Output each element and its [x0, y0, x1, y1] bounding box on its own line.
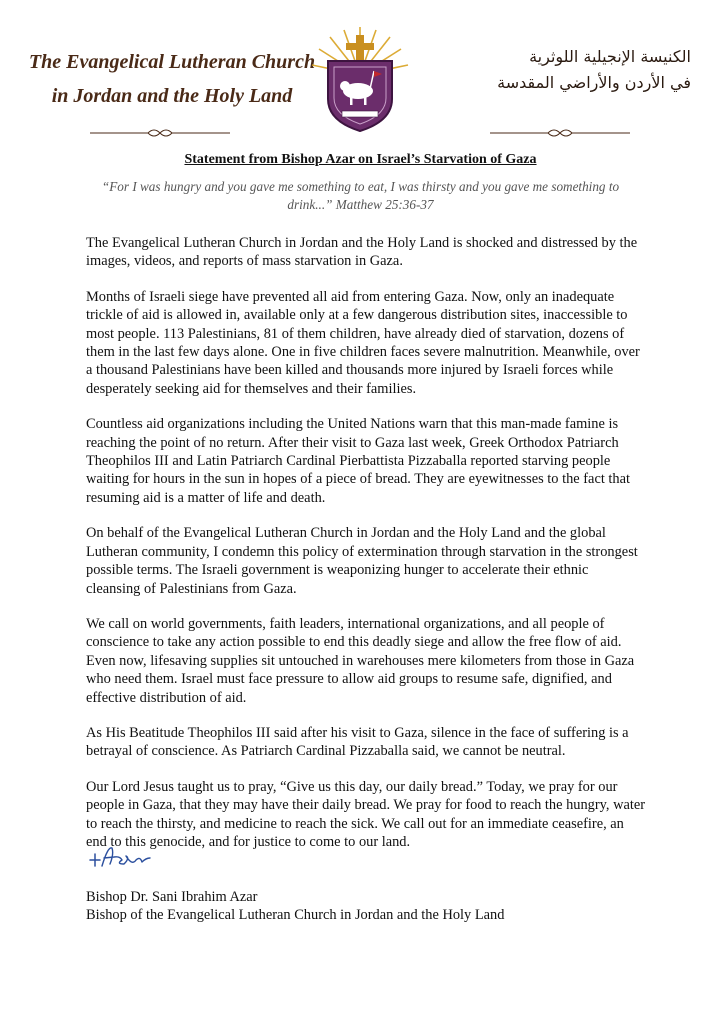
org-name-en-line1: The Evangelical Lutheran Church: [28, 51, 316, 73]
signer-name: Bishop Dr. Sani Ibrahim Azar: [86, 889, 258, 905]
org-name-arabic: [461, 44, 691, 96]
signer-title: Bishop of the Evangelical Lutheran Church in Jordan and the Holy Land: [86, 907, 505, 924]
handwritten-signature-icon: [86, 840, 156, 874]
ornament-divider-icon: [490, 126, 630, 140]
signature-block: [86, 888, 646, 925]
scripture-epigraph: “For I was hungry and you gave me something to eat, I was thirsty and you gave me something to drink...” Matthew 25:36-37: [101, 179, 620, 212]
body-paragraph: As His Beatitude Theophilos III said after his visit to Gaza, silence in the face of suffering is a betrayal of conscience. As Patriarch Cardinal Pizzaballa said, we cannot be neutral.: [86, 724, 629, 760]
org-name-ar-line1: الكنيسة الإنجيلية اللوثرية: [529, 47, 691, 66]
ornament-divider-icon: [90, 126, 230, 140]
statement-title: Statement from Bishop Azar on Israel’s Starvation of Gaza: [184, 152, 537, 167]
body-paragraph: The Evangelical Lutheran Church in Jordan and the Holy Land is shocked and distressed by the images, videos, and reports of mass starvation in Gaza.: [86, 235, 638, 270]
body-paragraph: Our Lord Jesus taught us to pray, “Give us this day, our daily bread.” Today, we pray for our people in Gaza, that they may have their daily bread. We pray for food to reach the hungry, water to reach the thirsty, and medicine to reach the sick. We call out for an immediate ceasefire, an end to this genocide, and for justice to come to our land.: [86, 778, 646, 850]
body-paragraph: Countless aid organizations including the United Nations warn that this man-made famine is reaching the point of no return. After their visit to Gaza last week, Greek Orthodox Patriarch Theophilos III and Latin Patriarch Cardinal Pierbattista Pizzaballa reported starving people waiting for hours in the sun in hopes of a piece of bread. They are eyewitnesses to the fact that resuming aid is a matter of life and death.: [86, 416, 631, 506]
org-name-english: [22, 45, 322, 113]
org-name-ar-line2: في الأردن والأراضي المقدسة: [497, 73, 691, 92]
body-paragraph: Months of Israeli siege have prevented all aid from entering Gaza. Now, only an inadequate trickle of aid is allowed in, available only at a few dangerous distribution sites, inaccessible to most people. 113 Palestinians, 81 of them children, have already died of starvation, dozens of them in the last few days alone. One in five children faces severe malnutrition. Meanwhile, over a thousand Palestinians have been killed and thousands more injured by Israeli forces while desperately seeking aid for themselves and their families.: [86, 288, 640, 397]
statement-body: [86, 234, 646, 868]
church-seal-logo-icon: [304, 25, 416, 137]
body-paragraph: We call on world governments, faith leaders, international organizations, and all people of conscience to take any action possible to end this deadly siege and allow the free flow of aid. Even now, lifesaving supplies sit untouched in warehouses mere kilometers from those in Gaza who need them. Israel must face pressure to allow aid groups to resume safe, dignified, and effective distribution of aid.: [86, 615, 635, 706]
body-paragraph: On behalf of the Evangelical Lutheran Church in Jordan and the Holy Land and the global Lutheran community, I condemn this policy of extermination through starvation in the strongest possible terms. The Israeli government is weaponizing hunger to accelerate their ethnic cleansing of Palestinians from Gaza.: [86, 525, 638, 597]
org-name-en-line2: in Jordan and the Holy Land: [51, 85, 293, 107]
